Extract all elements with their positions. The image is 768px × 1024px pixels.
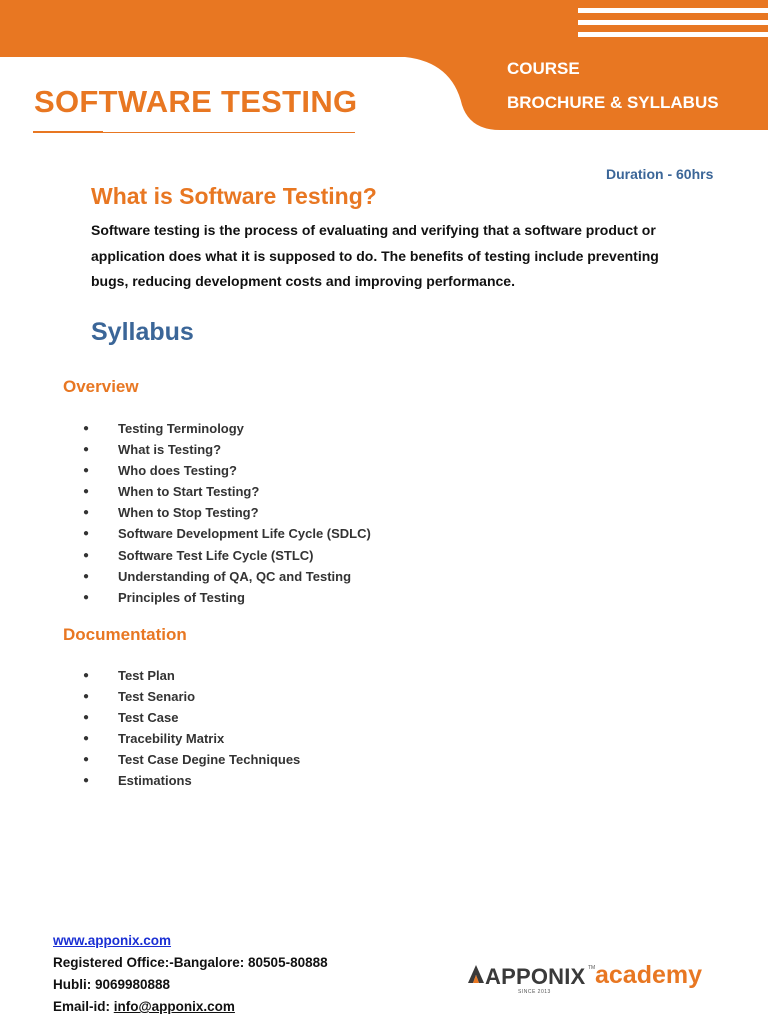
- overview-heading: Overview: [63, 377, 139, 396]
- bullet-icon: ●: [83, 754, 90, 766]
- logo-brand: APPONIX: [485, 964, 586, 989]
- bullet-icon: ●: [83, 670, 90, 681]
- syllabus-heading: Syllabus: [91, 318, 194, 346]
- hubli-phone: Hubli: 9069980888: [53, 977, 171, 992]
- documentation-list: [83, 668, 300, 795]
- bullet-icon: ●: [83, 775, 90, 787]
- bullet-icon: ●: [83, 423, 90, 434]
- registered-office: Registered Office:-Bangalore: 80505-80888: [53, 955, 328, 970]
- list-item: [83, 442, 371, 463]
- duration-label: Duration - 60hrs: [606, 166, 714, 182]
- list-item-label: Who does Testing?: [118, 463, 237, 479]
- email-line: [53, 998, 328, 1020]
- intro-text: Software testing is the process of evaluating and verifying that a software product or application does what it is supposed to do. The benefits of testing include preventing bugs, reducing development costs and improving performance.: [91, 222, 659, 289]
- bullet-icon: ●: [83, 691, 90, 703]
- title-underline-accent: [33, 131, 103, 133]
- list-item: [83, 668, 300, 689]
- course-label: COURSE: [507, 59, 580, 78]
- list-item: [83, 752, 300, 773]
- bullet-icon: ●: [83, 507, 90, 519]
- list-item: [83, 548, 371, 569]
- documentation-heading: Documentation: [63, 625, 187, 644]
- logo-since: SINCE 2013: [518, 989, 551, 995]
- list-item-label: Test Senario: [118, 689, 196, 705]
- list-item-label: Software Development Life Cycle (SDLC): [118, 526, 371, 542]
- list-item-label: When to Stop Testing?: [118, 505, 259, 521]
- list-item-label: Testing Terminology: [118, 421, 244, 436]
- logo-trademark: TM: [588, 965, 596, 971]
- list-item: [83, 689, 300, 710]
- list-item-label: Software Test Life Cycle (STLC): [118, 547, 314, 563]
- bullet-icon: ●: [83, 528, 90, 540]
- bullet-icon: ●: [83, 570, 90, 582]
- list-item-label: Tracebility Matrix: [118, 731, 225, 747]
- list-item-label: Test Plan: [118, 668, 175, 683]
- apponix-logo: [468, 961, 703, 1002]
- list-item: [83, 731, 300, 752]
- logo-tagline: academy: [595, 961, 703, 989]
- bullet-icon: ●: [83, 712, 90, 724]
- list-item: [83, 505, 371, 526]
- apponix-mark-icon: [468, 965, 484, 983]
- bullet-icon: ●: [83, 549, 90, 561]
- website-link[interactable]: www.apponix.com: [53, 933, 172, 948]
- list-item-label: What is Testing?: [118, 442, 222, 458]
- email-link[interactable]: info@apponix.com: [113, 999, 235, 1014]
- list-item: [83, 569, 371, 590]
- bullet-icon: ●: [83, 733, 90, 745]
- footer-contact: [53, 932, 328, 1020]
- list-item: [83, 526, 371, 547]
- bullet-icon: ●: [83, 591, 90, 603]
- page-title: SOFTWARE TESTING: [34, 84, 358, 119]
- brochure-label: BROCHURE & SYLLABUS: [507, 93, 719, 112]
- list-item: [83, 590, 371, 611]
- list-item-label: Test Case: [118, 710, 179, 726]
- list-item-label: Test Case Degine Techniques: [118, 752, 301, 768]
- list-item-label: Principles of Testing: [118, 589, 245, 605]
- bullet-icon: ●: [83, 465, 90, 477]
- bullet-icon: ●: [83, 486, 90, 498]
- intro-heading: What is Software Testing?: [91, 183, 377, 209]
- list-item: [83, 710, 300, 731]
- list-item: [83, 484, 371, 505]
- email-label: Email-id:: [53, 999, 114, 1014]
- list-item-label: Estimations: [118, 773, 192, 789]
- list-item: [83, 421, 371, 442]
- overview-list: [83, 421, 371, 611]
- list-item: [83, 463, 371, 484]
- list-item: [83, 773, 300, 794]
- bullet-icon: ●: [83, 444, 90, 456]
- list-item-label: Understanding of QA, QC and Testing: [118, 568, 352, 584]
- list-item-label: When to Start Testing?: [118, 484, 260, 500]
